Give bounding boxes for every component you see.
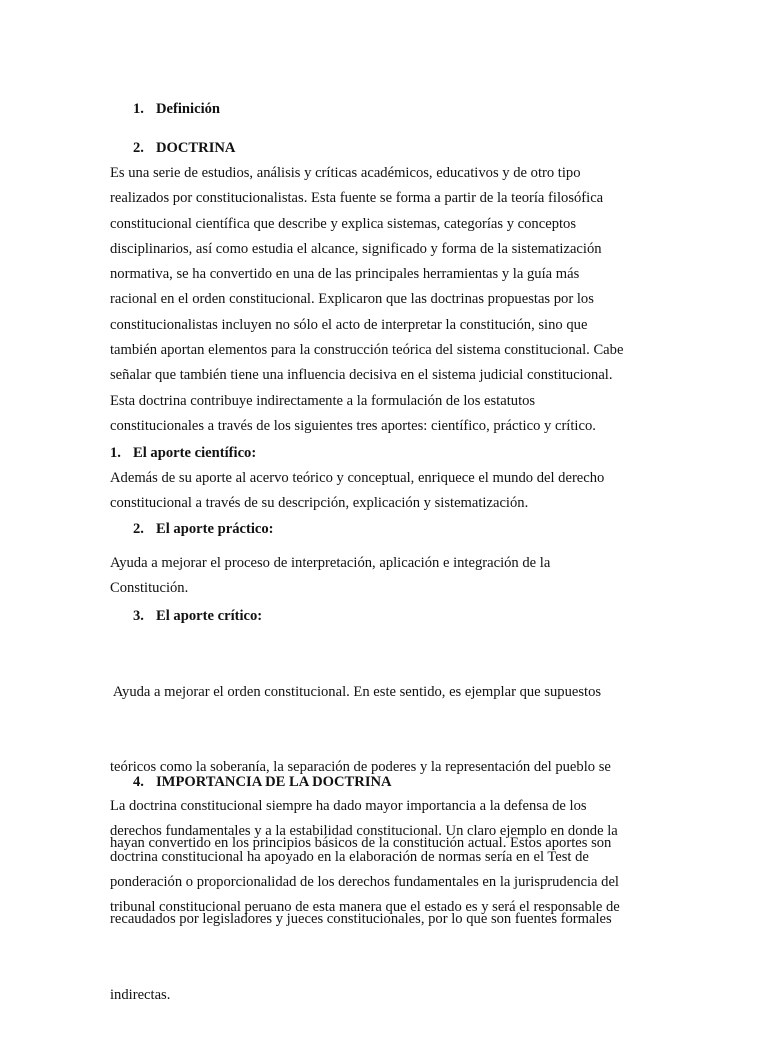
paragraph-line: derechos fundamentales y a la estabilidad constitucional. Un claro ejemplo en donde la bbox=[110, 823, 618, 840]
section-number: 1. bbox=[133, 101, 144, 117]
paragraph-line: Esta doctrina contribuye indirectamente a la formulación de los estatutos bbox=[110, 392, 536, 409]
section-title: El aporte científico: bbox=[133, 445, 257, 461]
paragraph-line: constitucionalistas incluyen no sólo el acto de interpretar la constitución, sino que bbox=[110, 316, 588, 333]
section-number: 2. bbox=[133, 140, 144, 156]
section-heading-aporte-cientifico bbox=[110, 443, 256, 463]
paragraph-line: señalar que también tiene una influencia decisiva en el sistema judicial constitucional. bbox=[110, 367, 613, 384]
section-heading-aporte-critico bbox=[133, 606, 262, 626]
section-title: Definición bbox=[156, 101, 221, 117]
paragraph-line: Además de su aporte al acervo teórico y conceptual, enriquece el mundo del derecho bbox=[110, 470, 605, 486]
section-title: DOCTRINA bbox=[156, 140, 236, 156]
paragraph-doctrina bbox=[110, 161, 670, 439]
paragraph-line: hayan convertido en los principios básicos de la constitución actual. Estos aportes son bbox=[110, 835, 612, 852]
paragraph-line: La doctrina constitucional siempre ha dado mayor importancia a la defensa de los bbox=[110, 798, 587, 814]
paragraph-line: constitucionales a través de los siguientes tres aportes: científico, práctico y crítico. bbox=[110, 417, 596, 434]
paragraph-line: recaudados por legisladores y jueces constitucionales, por lo que son fuentes formales bbox=[110, 911, 612, 928]
paragraph-line: ponderación o proporcionalidad de los derechos fundamentales en la jurisprudencia del bbox=[110, 873, 619, 890]
paragraph-line: disciplinarios, así como estudia el alcance, significado y forma de la sistematización bbox=[110, 240, 602, 257]
paragraph-line: teóricos como la soberanía, la separación de poderes y la representación del pueblo se bbox=[110, 759, 611, 776]
paragraph-line: también aportan elementos para la construcción teórica del sistema constitucional. Cabe bbox=[110, 342, 624, 359]
section-number: 1. bbox=[110, 445, 121, 461]
paragraph-line: Constitución. bbox=[110, 580, 189, 597]
paragraph-line: Es una serie de estudios, análisis y críticas académicos, educativos y de otro tipo bbox=[110, 165, 581, 181]
paragraph-importancia bbox=[110, 794, 670, 920]
paragraph-aporte-cientifico bbox=[110, 466, 670, 517]
section-title: El aporte práctico: bbox=[156, 521, 274, 537]
paragraph-line: normativa, se ha convertido en una de las principales herramientas y la guía más bbox=[110, 266, 580, 283]
paragraph-line: realizados por constitucionalistas. Esta fuente se forma a partir de la teoría filosófica bbox=[110, 190, 604, 207]
section-title: IMPORTANCIA DE LA DOCTRINA bbox=[156, 774, 392, 790]
section-number: 2. bbox=[133, 521, 144, 537]
paragraph-line: indirectas. bbox=[110, 987, 171, 1004]
paragraph-line: doctrina constitucional ha apoyado en la elaboración de normas sería en el Test de bbox=[110, 848, 589, 865]
section-heading-doctrina bbox=[133, 138, 235, 158]
paragraph-line: constitucional a través de su descripción, explicación y sistematización. bbox=[110, 495, 529, 512]
section-heading-definicion bbox=[133, 99, 220, 119]
paragraph-line: racional en el orden constitucional. Explicaron que las doctrinas propuestas por los bbox=[110, 291, 594, 308]
section-title: El aporte crítico: bbox=[156, 608, 263, 624]
paragraph-line: Ayuda a mejorar el proceso de interpretación, aplicación e integración de la bbox=[110, 555, 551, 571]
paragraph-line: tribunal constitucional peruano de esta manera que el estado es y será el responsable de bbox=[110, 899, 620, 916]
section-number: 4. bbox=[133, 774, 144, 790]
section-heading-aporte-practico bbox=[133, 519, 274, 539]
section-heading-importancia bbox=[133, 772, 392, 792]
paragraph-line: constitucional científica que describe y explica sistemas, categorías y conceptos bbox=[110, 215, 577, 232]
section-number: 3. bbox=[133, 608, 144, 624]
paragraph-aporte-practico bbox=[110, 551, 670, 602]
paragraph-line: Ayuda a mejorar el orden constitucional. En este sentido, es ejemplar que supuestos bbox=[110, 683, 602, 700]
